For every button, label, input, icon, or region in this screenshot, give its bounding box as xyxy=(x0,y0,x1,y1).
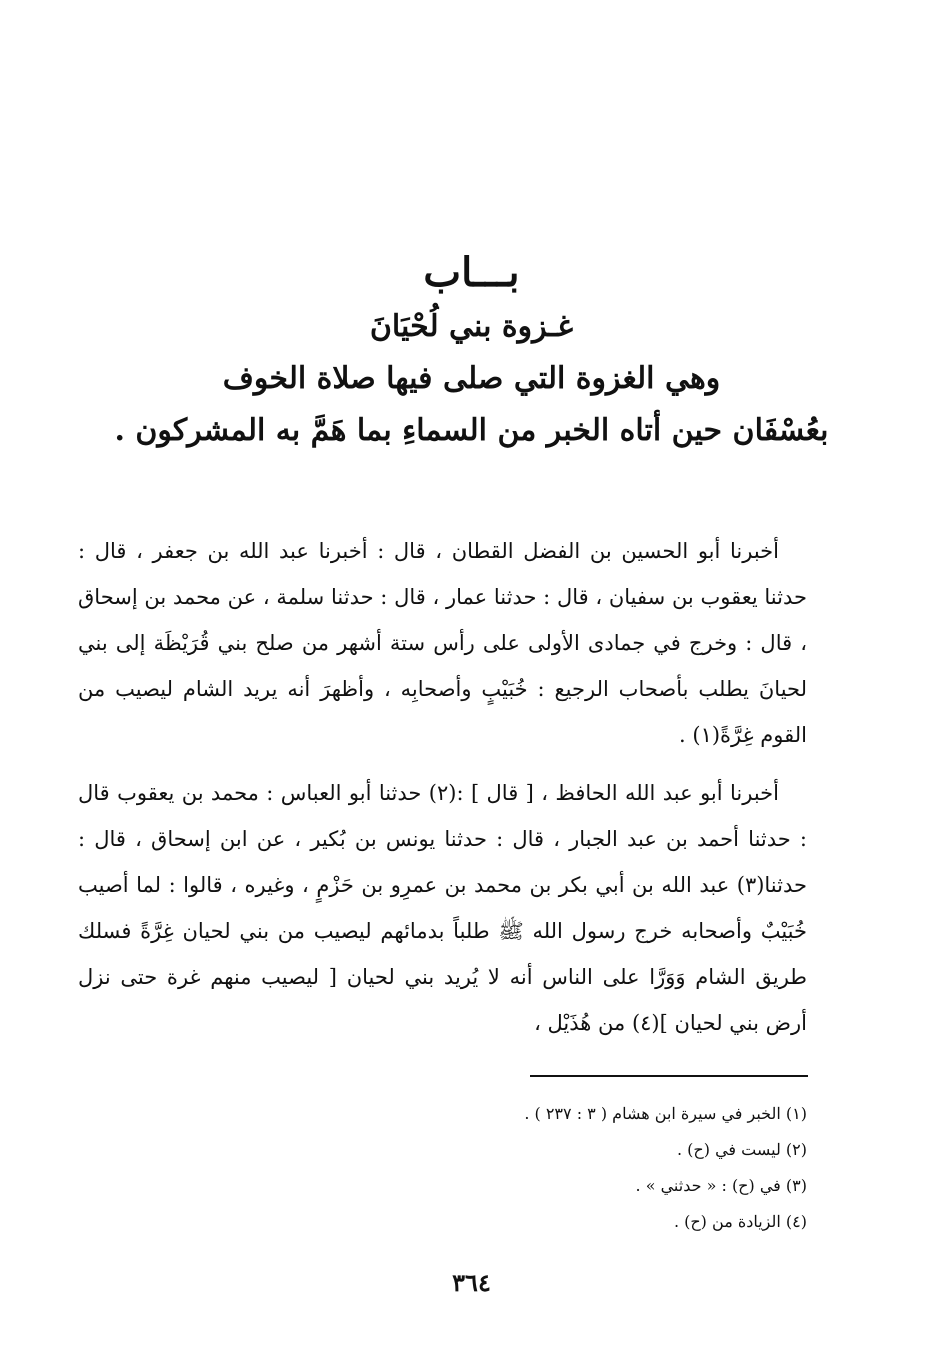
footnote-divider xyxy=(530,1075,808,1077)
page-number: ٣٦٤ xyxy=(452,1268,491,1297)
paragraph-2: أخبرنا أبو عبد الله الحافظ ، [ قال ] :(٢) حدثنا أبو العباس : محمد بن يعقوب قال : حدثنا أحمد بن عبد الجبار ، قال : حدثنا يونس بن بُكير ، عن ابن إسحاق ، قال : حدثنا(٣) عبد الله بن أبي بكر بن محمد بن عمرِو بن حَزْمٍ ، وغيره ، قالوا : لما أصيب خُبَيْبٌ وأصحابه خرج رسول الله ﷺ طلباً بدمائهم ليصيب من بني لحيان غِرَّةً فسلك طريق الشام وَوَرَّا على الناس أنه لا يُريد بني لحيان [ ليصيب منهم غرة حتى نزل أرض بني لحيان ](٤) من هُذَيْل ، xyxy=(78,781,807,1035)
chapter-heading xyxy=(80,245,863,457)
chapter-title-line-2: وهي الغزوة التي صلى فيها صلاة الخوف xyxy=(222,361,721,396)
footnote-2: (٢) ليست في (ح) . xyxy=(677,1140,807,1159)
main-text xyxy=(78,528,807,1046)
footnotes xyxy=(300,1096,807,1240)
footnote-1: (١) الخبر في سيرة ابن هشام ( ٣ : ٢٣٧ ) . xyxy=(524,1104,807,1123)
chapter-title-line-3: بعُسْفَان حين أتاه الخبر من السماءِ بما هَمَّ به المشركون . xyxy=(114,413,829,448)
footnote-4: (٤) الزيادة من (ح) . xyxy=(673,1212,807,1231)
chapter-title-line-1: غـزوة بني لُحْيَانَ xyxy=(369,309,574,344)
paragraph-1: أخبرنا أبو الحسين بن الفضل القطان ، قال : أخبرنا عبد الله بن جعفر ، قال : حدثنا يعقوب بن سفيان ، قال : حدثنا عمار ، قال : حدثنا سلمة ، عن محمد بن إسحاق ، قال : وخرج في جمادى الأولى على رأس ستة أشهر من صلح بني قُرَيْظَة إلى بني لحيانَ يطلب بأصحاب الرجيع : خُبَيْبٍ وأصحابِه ، وأظهرَ أنه يريد الشام ليصيب من القوم غِرَّةً(١) . xyxy=(78,539,807,747)
chapter-label: بـــاب xyxy=(423,249,520,296)
footnote-3: (٣) في (ح) : « حدثني » . xyxy=(635,1176,807,1195)
